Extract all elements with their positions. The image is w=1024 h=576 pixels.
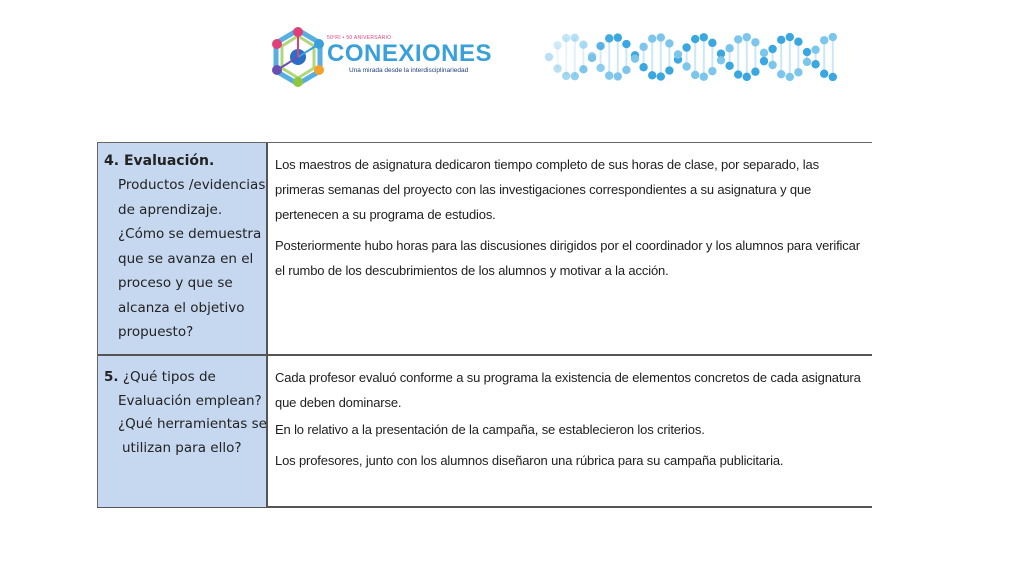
label-line [104, 366, 262, 390]
dna-helix-decoration [545, 28, 840, 86]
row-heading [104, 153, 262, 169]
table-row [98, 356, 872, 507]
logo-title: CONEXIONES [327, 40, 493, 67]
label-line: ¿Cómo se demuestra [118, 226, 262, 242]
label-line: de aprendizaje. [118, 201, 223, 218]
label-line: propuesto? [118, 324, 194, 340]
content-paragraph: Los profesores, junto con los alumnos diseñaron una rúbrica para su campaña publicitaria. [275, 453, 784, 468]
logo-text [327, 35, 493, 76]
row-number: 4. [104, 153, 120, 169]
row-number: 5. [104, 369, 119, 385]
logo-small-text: 50ºRI • 50 ANIVERSARIO [327, 35, 392, 41]
label-line: ¿Qué herramientas se [118, 416, 267, 432]
row-heading-text: Evaluación. [123, 153, 215, 169]
evaluation-table [97, 142, 872, 508]
label-line: alcanza el objetivo [118, 299, 245, 316]
label-line-text: ¿Qué tipos de [122, 369, 216, 385]
label-line: proceso y que se [118, 275, 233, 291]
row-label-cell [98, 143, 268, 354]
conexiones-logo-icon [270, 26, 326, 88]
row-content-cell [268, 143, 872, 354]
label-line: Productos /evidencias [118, 177, 266, 193]
table-row [98, 143, 872, 356]
row-content-cell [268, 356, 872, 507]
row-label-cell [98, 356, 268, 507]
label-line: utilizan para ello? [122, 439, 242, 456]
content-paragraph: En lo relativo a la presentación de la campaña, se establecieron los criterios. [275, 422, 705, 437]
label-line: Evaluación emplean? [118, 392, 262, 409]
label-line: que se avanza en el [118, 250, 254, 267]
content-paragraph: Cada profesor evaluó conforme a su programa la existencia de elementos concretos de cada asignatura que deben dominarse. [275, 370, 861, 410]
content-paragraph: Los maestros de asignatura dedicaron tiempo completo de sus horas de clase, por separado, las primeras semanas del proyecto con las investigaciones correspondientes a su asignatura y que pertenecen a su programa de estudios. [275, 157, 819, 222]
logo-subtitle: Una mirada desde la interdisciplinariedad [349, 67, 469, 74]
content-paragraph: Posteriormente hubo horas para las discusiones dirigidos por el coordinador y los alumnos para verificar el rumbo de los descubrimientos de los alumnos y motivar a la acción. [275, 238, 860, 278]
